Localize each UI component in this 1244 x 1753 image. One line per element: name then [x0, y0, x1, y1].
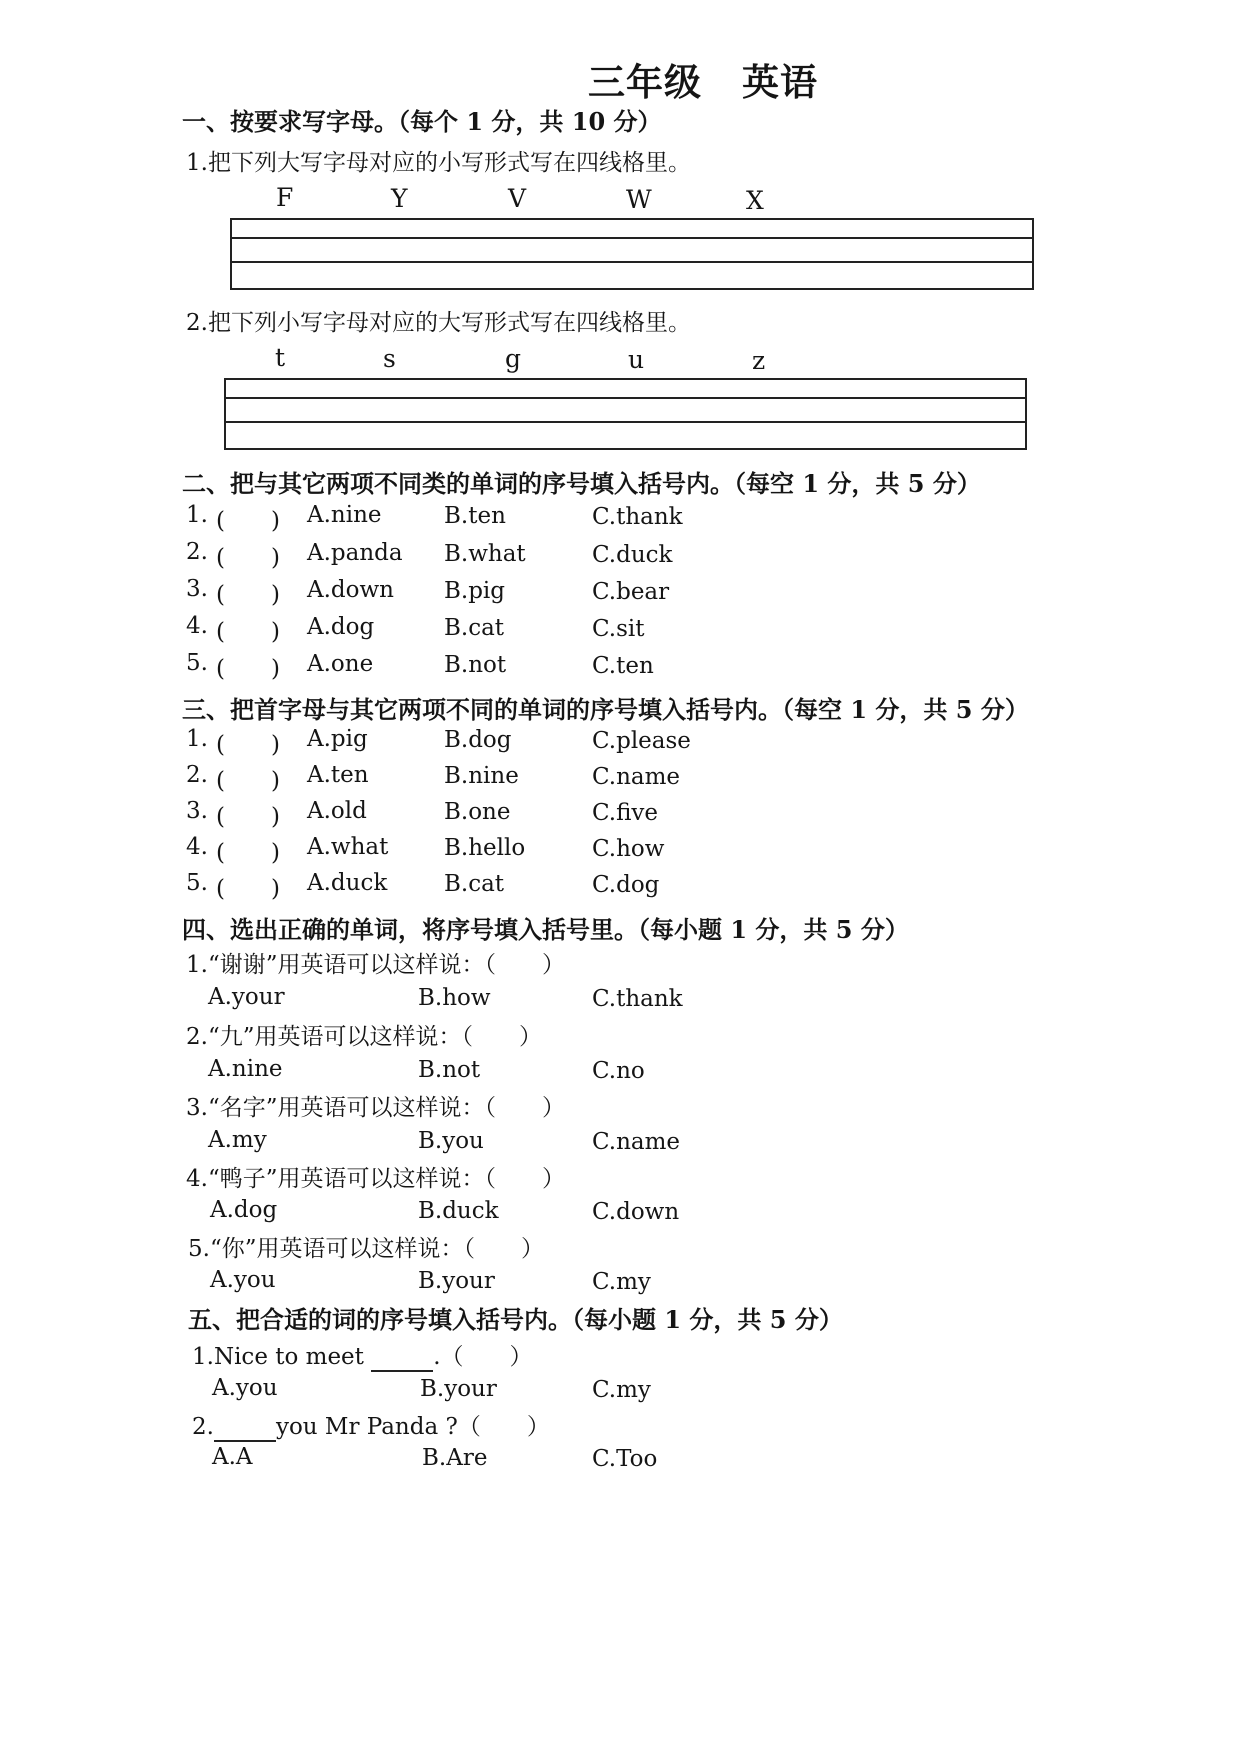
- uppercase-letter: X: [746, 186, 764, 215]
- option-c: C.my: [592, 1377, 651, 1403]
- option-b: B.your: [420, 1376, 497, 1402]
- option-b: B.pig: [444, 578, 506, 604]
- option-a: A.ten: [307, 762, 369, 788]
- option-a: A.your: [208, 984, 285, 1010]
- section5-question-1[interactable]: [192, 1338, 533, 1372]
- lowercase-letter: t: [275, 343, 286, 372]
- option-a: A.nine: [208, 1056, 283, 1082]
- option-c: C.how: [592, 836, 665, 862]
- option-a: A.old: [307, 798, 367, 824]
- item-number: 1.: [186, 502, 208, 528]
- section4-question[interactable]: 2.“九”用英语可以这样说：（ ）: [186, 1024, 542, 1050]
- uppercase-letter: V: [508, 184, 527, 213]
- uppercase-letter: Y: [391, 184, 408, 213]
- section4-question[interactable]: 4.“鸭子”用英语可以这样说：（ ）: [186, 1166, 565, 1192]
- section3-heading: 三、把首字母与其它两项不同的单词的序号填入括号内。（每空 1 分，共 5 分）: [182, 695, 1029, 724]
- option-a: A.down: [307, 577, 394, 603]
- section1-heading: 一、按要求写字母。（每个 1 分，共 10 分）: [182, 107, 662, 136]
- page-title: [588, 52, 818, 106]
- option-a: A.what: [307, 834, 389, 860]
- uppercase-letter: F: [276, 183, 294, 212]
- answer-bracket[interactable]: ( ): [216, 768, 280, 794]
- option-c: C.thank: [592, 504, 683, 530]
- option-a: A.one: [307, 651, 374, 677]
- option-b: B.your: [418, 1268, 495, 1294]
- lowercase-letter: z: [752, 346, 766, 375]
- option-c: C.please: [592, 728, 691, 754]
- uppercase-letter: W: [626, 185, 652, 214]
- option-c: C.duck: [592, 542, 673, 568]
- answer-bracket[interactable]: ( ): [216, 840, 280, 866]
- option-c: C.no: [592, 1058, 645, 1084]
- answer-bracket[interactable]: ( ): [216, 508, 280, 534]
- item-number: 3.: [186, 798, 208, 824]
- title-grade: 三年级: [588, 60, 702, 104]
- answer-bracket[interactable]: ( ): [216, 876, 280, 902]
- option-b: B.dog: [444, 727, 512, 753]
- section4-question[interactable]: 5.“你”用英语可以这样说：（ ）: [188, 1236, 544, 1262]
- option-b: B.cat: [444, 615, 505, 641]
- four-line-grid-1[interactable]: [230, 218, 1034, 290]
- option-b: B.you: [418, 1128, 484, 1154]
- option-a: A.duck: [307, 870, 388, 896]
- option-c: C.ten: [592, 653, 654, 679]
- option-c: C.my: [592, 1269, 651, 1295]
- option-c: C.Too: [592, 1446, 658, 1472]
- item-number: 3.: [186, 576, 208, 602]
- item-number: 2.: [186, 539, 208, 565]
- option-a: A.nine: [307, 502, 382, 528]
- lowercase-letter: u: [628, 345, 645, 374]
- option-b: B.ten: [444, 503, 506, 529]
- question-text-after: you Mr Panda ?（ ）: [275, 1414, 550, 1440]
- option-a: A.A: [212, 1444, 253, 1470]
- option-b: B.not: [418, 1057, 481, 1083]
- section2-heading: 二、把与其它两项不同类的单词的序号填入括号内。（每空 1 分，共 5 分）: [182, 469, 981, 498]
- four-line-grid-2[interactable]: [224, 378, 1027, 450]
- item-number: 1.: [192, 1344, 214, 1370]
- answer-bracket[interactable]: ( ): [216, 545, 280, 571]
- fill-blank[interactable]: [371, 1344, 433, 1372]
- section1-q1-prompt: 1.把下列大写字母对应的小写形式写在四线格里。: [186, 150, 691, 176]
- option-a: A.dog: [210, 1197, 278, 1223]
- question-text-before: Nice to meet: [213, 1344, 372, 1370]
- answer-bracket[interactable]: ( ): [216, 656, 280, 682]
- question-text-after: .（ ）: [433, 1344, 533, 1370]
- option-a: A.you: [212, 1375, 278, 1401]
- item-number: 4.: [186, 613, 208, 639]
- option-b: B.how: [418, 985, 491, 1011]
- option-b: B.what: [444, 541, 526, 567]
- option-c: C.down: [592, 1199, 680, 1225]
- option-c: C.sit: [592, 616, 645, 642]
- title-subject: 英语: [742, 60, 818, 104]
- item-number: 1.: [186, 726, 208, 752]
- option-c: C.bear: [592, 579, 670, 605]
- item-number: 5.: [186, 650, 208, 676]
- option-c: C.thank: [592, 986, 683, 1012]
- answer-bracket[interactable]: ( ): [216, 804, 280, 830]
- answer-bracket[interactable]: ( ): [216, 732, 280, 758]
- option-c: C.dog: [592, 872, 660, 898]
- section4-question[interactable]: 1.“谢谢”用英语可以这样说：（ ）: [186, 952, 565, 978]
- option-b: B.not: [444, 652, 507, 678]
- option-c: C.name: [592, 1129, 681, 1155]
- option-a: A.panda: [307, 540, 403, 566]
- option-c: C.five: [592, 800, 659, 826]
- lowercase-letter: g: [505, 344, 522, 373]
- option-a: A.pig: [307, 726, 368, 752]
- item-number: 4.: [186, 834, 208, 860]
- option-b: B.hello: [444, 835, 526, 861]
- section4-question[interactable]: 3.“名字”用英语可以这样说：（ ）: [186, 1095, 565, 1121]
- item-number: 2.: [192, 1414, 214, 1440]
- item-number: 5.: [186, 870, 208, 896]
- answer-bracket[interactable]: ( ): [216, 619, 280, 645]
- option-b: B.cat: [444, 871, 505, 897]
- option-a: A.you: [210, 1267, 276, 1293]
- option-b: B.duck: [418, 1198, 499, 1224]
- item-number: 2.: [186, 762, 208, 788]
- option-c: C.name: [592, 764, 681, 790]
- option-b: B.nine: [444, 763, 519, 789]
- lowercase-letter: s: [383, 344, 396, 373]
- section4-heading: 四、选出正确的单词，将序号填入括号里。（每小题 1 分，共 5 分）: [182, 915, 909, 944]
- section5-question-2[interactable]: [192, 1408, 550, 1442]
- answer-bracket[interactable]: ( ): [216, 582, 280, 608]
- section5-heading: 五、把合适的词的序号填入括号内。（每小题 1 分，共 5 分）: [188, 1305, 843, 1334]
- fill-blank[interactable]: [214, 1414, 276, 1442]
- option-b: B.Are: [422, 1445, 488, 1471]
- option-a: A.dog: [307, 614, 375, 640]
- option-b: B.one: [444, 799, 511, 825]
- section1-q2-prompt: 2.把下列小写字母对应的大写形式写在四线格里。: [186, 310, 691, 336]
- option-a: A.my: [208, 1127, 267, 1153]
